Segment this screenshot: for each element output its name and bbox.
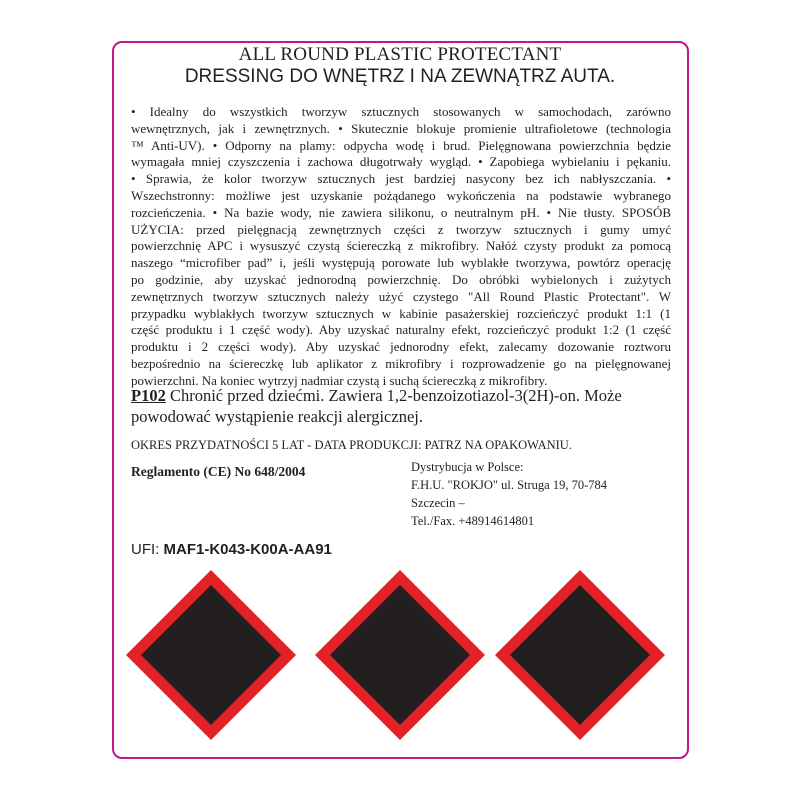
- description-line: Wszechstronny: możliwe jest uzyskanie pożądanego wykończenia na podstawie wybranego: [131, 187, 671, 203]
- precautionary-statement: [131, 385, 676, 427]
- ufi-label: UFI:: [131, 541, 160, 558]
- description-line: • Sprawia, że kolor tworzyw sztucznych jest bardziej nasycony bez ich nabłyszczania. •: [131, 171, 671, 187]
- description-line: część produktu i 1 część wody). Aby uzyskać naturalny efekt, rozcieńczyć produkt 1:2 (1 część: [131, 322, 671, 338]
- description-line: zewnętrznych tworzyw sztucznych należy użyć czystego "All Round Plastic Protectant". W: [131, 288, 671, 304]
- description-line: wewnętrznych, jak i zewnętrznych. • Skutecznie blokuje promienie ultrafioletowe (technologia: [131, 120, 671, 136]
- ghs-pictogram-1-icon: [120, 564, 302, 746]
- ufi-code: MAF1-K043-K00A-AA91: [163, 541, 332, 558]
- expiry-notice: OKRES PRZYDATNOŚCI 5 LAT - DATA PRODUKCJI: PATRZ NA OPAKOWANIU.: [131, 438, 572, 452]
- description-line: ™ Anti-UV). • Odporny na plamy: odpycha wodę i brud. Pielęgnowana powierzchnia będzie: [131, 137, 671, 153]
- distribution-line-2: F.H.U. "ROKJO" ul. Struga 19, 70-784: [411, 478, 608, 492]
- ghs-pictogram-2-icon: [309, 564, 491, 746]
- description-line: produktu i 2 części wody). Aby uzyskać jednorodny efekt, zalecamy dozowanie roztworu: [131, 339, 671, 355]
- description-line: wymagała mniej czyszczenia i zachowa długotrwały wygląd. • Zapobiega wybielaniu i pękaniu.: [131, 154, 671, 170]
- description-line: UŻYCIA: przed pielęgnacją zewnętrznych części z tworzyw sztucznych i gumy umyć: [131, 221, 671, 237]
- regulation-reference: Reglamento (CE) No 648/2004: [131, 464, 306, 479]
- description-line: rozcieńczenia. • Na bazie wody, nie zawiera silikonu, o neutralnym pH. • Nie tłusty. SPOSÓB: [131, 204, 671, 220]
- distribution-line-3: Szczecin –: [411, 496, 465, 510]
- pictogram-fill: [330, 585, 470, 725]
- product-title-polish: DRESSING DO WNĘTRZ I NA ZEWNĄTRZ AUTA.: [184, 66, 616, 87]
- description-line: naszego “microfiber pad” i, jeśli występują porowate lub wyblakłe tworzywa, powtórz operację: [131, 255, 671, 271]
- description-line: bezpośrednio na ściereczkę lub aplikator z mikrofibry i rozprowadzenie go na pielęgnowanej: [131, 355, 671, 371]
- ghs-pictogram-3-icon: [489, 564, 671, 746]
- description-line: powierzchni. Na koniec wytrzyj nadmiar czystą i suchą ściereczką z mikrofibry.: [131, 372, 548, 388]
- precautionary-text: Chronić przed dziećmi. Zawiera 1,2-benzoizotiazol-3(2H)-on. Może powodować wystąpienie reakcji alergicznej.: [131, 386, 622, 426]
- distribution-line-1: Dystrybucja w Polsce:: [411, 460, 524, 474]
- description-line: • Idealny do wszystkich tworzyw sztucznych stosowanych w samochodach, zarówno: [131, 104, 671, 119]
- product-description: [131, 104, 671, 390]
- description-line: przypadku wyblakłych tworzyw sztucznych w kabinie pasażerskiej rozcieńczyć produkt 1:1 (1: [131, 305, 671, 321]
- description-line: po godzinie, aby uzyskać jednorodną powierzchnię. Do obróbki wybielonych i zużytych: [131, 271, 671, 287]
- precautionary-code: P102: [131, 386, 166, 405]
- pictogram-fill: [510, 585, 650, 725]
- product-title-english: ALL ROUND PLASTIC PROTECTANT: [238, 44, 562, 65]
- ufi-line: [131, 541, 332, 558]
- description-line: powierzchnię APC i wysuszyć czystą ściereczką z mikrofibry. Nałóż czysty produkt za pomocą: [131, 238, 671, 254]
- pictogram-fill: [141, 585, 281, 725]
- distribution-line-4: Tel./Fax. +48914614801: [411, 514, 535, 528]
- distribution-info: [411, 458, 681, 530]
